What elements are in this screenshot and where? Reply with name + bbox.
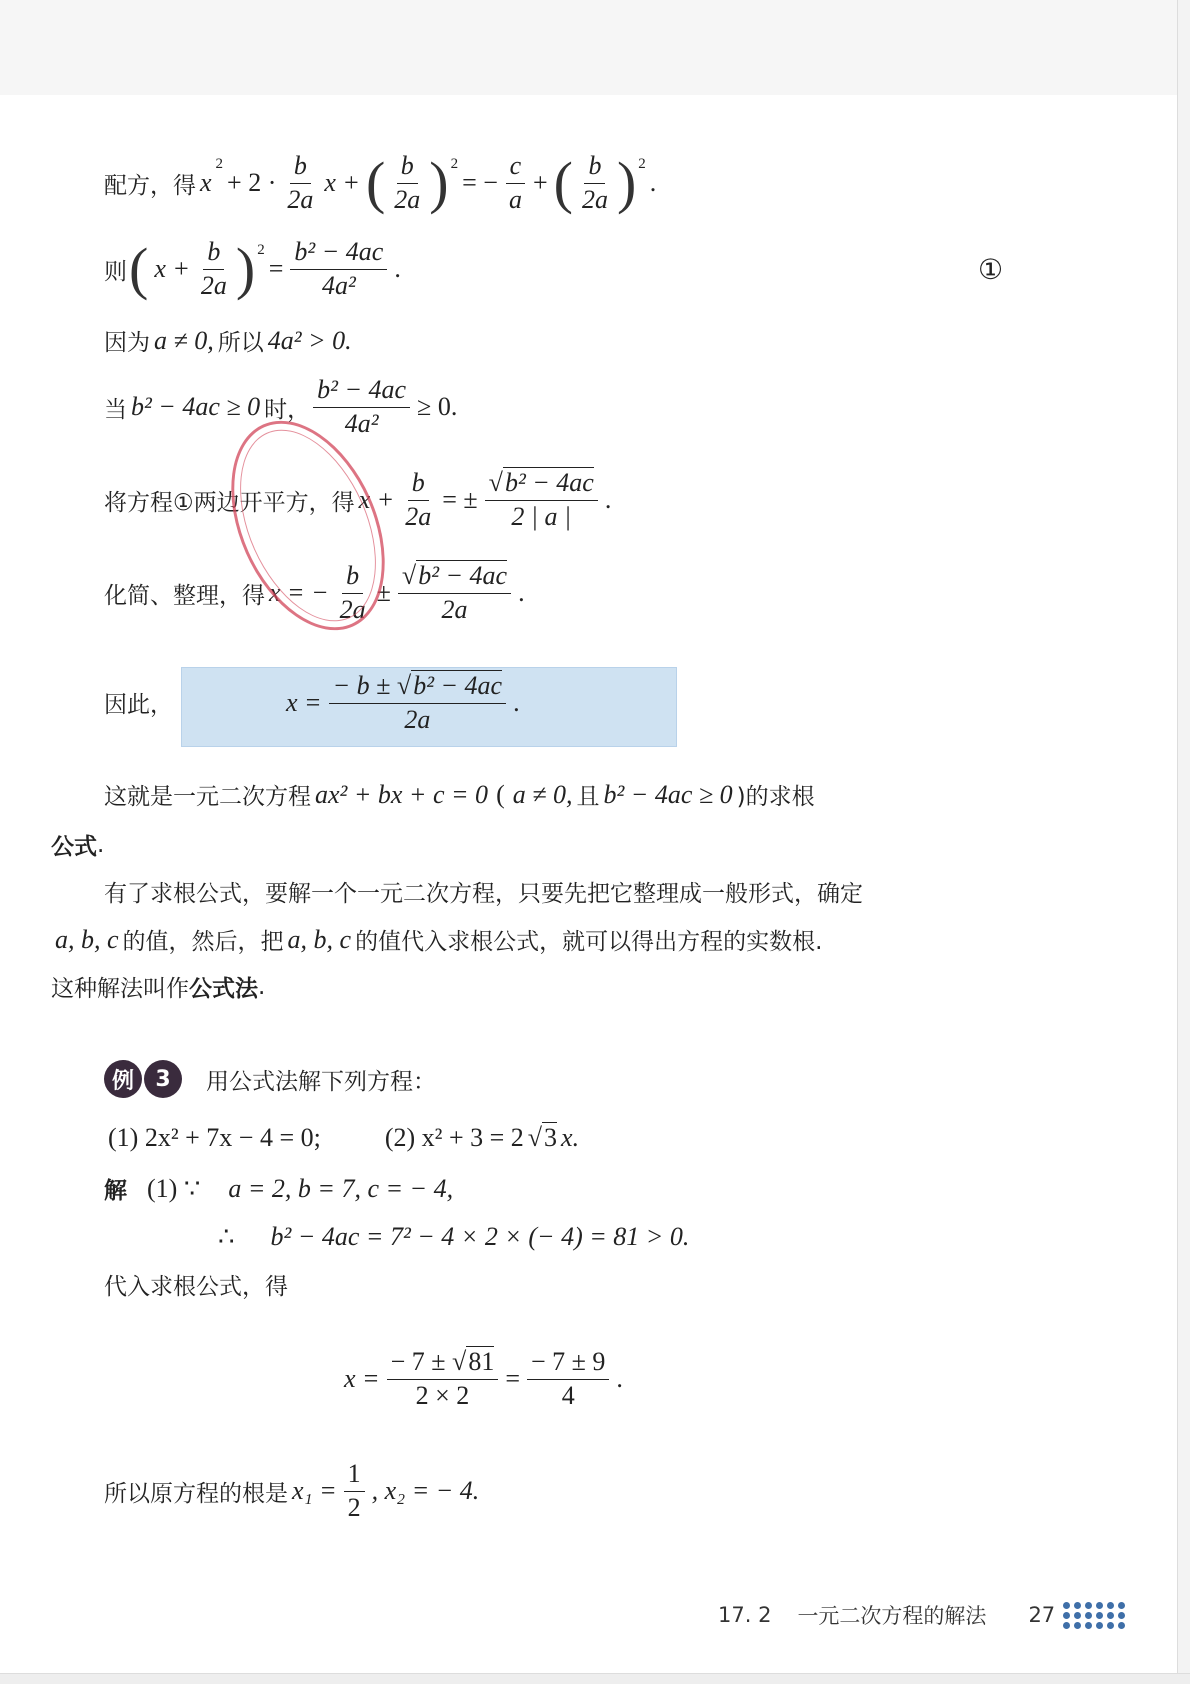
text-line: [104, 778, 815, 811]
text: .: [258, 973, 266, 1000]
den: 4: [561, 1380, 575, 1410]
text: 的值代入求根公式，就可以得出方程的实数根.: [355, 929, 823, 955]
num: c: [506, 150, 526, 184]
question-2: (2) x² + 3 = 2: [384, 1122, 524, 1152]
page-footer: [718, 1600, 1126, 1630]
solution-line: [214, 1222, 693, 1252]
fraction: [505, 150, 526, 216]
text: )的求根: [736, 784, 815, 810]
text: 这就是一元二次方程: [104, 784, 311, 810]
fraction: [387, 1346, 499, 1412]
fraction: [290, 236, 387, 302]
text: 当: [104, 396, 127, 423]
term: 公式法: [189, 976, 258, 1002]
sup: 2: [257, 242, 265, 258]
text-line: [104, 875, 863, 908]
num: b: [584, 150, 605, 184]
math: a, b, c: [55, 924, 119, 954]
paren: (: [365, 150, 386, 215]
text-line: [51, 923, 822, 956]
math: =: [268, 254, 284, 283]
math: x +: [154, 254, 190, 283]
text: 则: [104, 258, 127, 285]
text: 配方，得: [104, 172, 196, 199]
text: 因此，: [104, 692, 173, 718]
example-badge: 例: [104, 1060, 142, 1098]
math: x.: [561, 1122, 580, 1152]
math: .: [616, 1364, 623, 1393]
paren: ): [616, 150, 637, 215]
page-top-band: [0, 0, 1190, 95]
num: 1: [344, 1458, 365, 1492]
math: .: [518, 578, 525, 607]
example-number-badge: 3: [144, 1060, 182, 1098]
text-line: [104, 324, 356, 357]
math: .: [604, 485, 612, 514]
num: b: [342, 560, 363, 594]
math: (: [496, 779, 505, 809]
fraction: [578, 150, 612, 216]
question-1: (1) 2x² + 7x − 4 = 0;: [108, 1122, 321, 1152]
text: 将方程①两边开平方，得: [104, 489, 355, 516]
math: a ≠ 0,: [154, 325, 214, 355]
den: 2a: [581, 184, 608, 214]
fraction: [313, 374, 410, 440]
term: 公式: [51, 834, 97, 860]
eq-complete-square: [104, 150, 660, 216]
fraction: [283, 150, 317, 216]
math: (1) ∵: [147, 1173, 201, 1203]
num: b: [408, 467, 429, 501]
fraction: [401, 467, 435, 533]
num: − 7 ± √81: [387, 1346, 499, 1380]
text: 的值，然后，把: [122, 929, 284, 955]
radicand: b² − 4ac: [504, 468, 594, 497]
math: ±: [376, 578, 391, 607]
num: b: [203, 236, 224, 270]
text-line: [104, 1268, 288, 1301]
text: 化简、整理，得: [104, 582, 265, 609]
example-questions: [104, 1122, 583, 1153]
math: b² − 4ac = 7² − 4 × 2 × (− 4) = 81 > 0.: [270, 1222, 690, 1251]
dot-grid-icon: [1063, 1602, 1126, 1629]
text-line: [104, 467, 615, 533]
fraction: [485, 467, 598, 533]
math: ∴: [218, 1222, 235, 1251]
paren: (: [129, 236, 149, 301]
sup: 2: [638, 156, 646, 172]
num: − 7 ± 9: [527, 1346, 609, 1380]
text-line: [51, 828, 104, 861]
den: 2a: [394, 184, 421, 214]
math: x =: [286, 688, 322, 717]
fraction: [527, 1346, 609, 1412]
math: x +: [358, 485, 395, 514]
den: 2a: [287, 184, 314, 214]
text: 所以原方程的根是: [104, 1480, 288, 1507]
den: 2 | a |: [511, 501, 572, 531]
paren: ): [235, 236, 256, 301]
page-number: 27: [1028, 1603, 1056, 1627]
page-edge: [1177, 0, 1190, 1684]
equation-marker: ①: [978, 253, 1004, 286]
num: b² − 4ac: [313, 374, 410, 408]
math: x₁ =: [292, 1476, 337, 1505]
text-line: [51, 970, 265, 1003]
den: 2a: [339, 594, 366, 624]
math: x = −: [269, 578, 329, 607]
math: x =: [344, 1364, 380, 1393]
den: 4a²: [344, 408, 379, 438]
num: [329, 670, 507, 704]
math: ax² + bx + c = 0: [315, 779, 489, 809]
fraction: [197, 236, 231, 302]
text: 且: [576, 784, 600, 810]
math: + 2 ·: [227, 168, 277, 197]
sup: 2: [450, 156, 459, 172]
page-bottom-edge: [0, 1673, 1190, 1684]
math: 4a² > 0.: [267, 325, 352, 355]
den: 2: [347, 1492, 361, 1522]
den: 2a: [404, 704, 431, 734]
fraction: [344, 1458, 365, 1524]
text: 有了求根公式，要解一个一元二次方程，只要先把它整理成一般形式，确定: [104, 881, 863, 907]
math: b² − 4ac ≥ 0: [131, 392, 261, 421]
solution-line: [104, 1172, 457, 1205]
math: x +: [324, 168, 360, 197]
math: .: [513, 688, 520, 717]
den: a: [508, 184, 522, 214]
eq-perfect-square: [104, 236, 405, 302]
roots-line: [104, 1458, 483, 1524]
num: [485, 467, 598, 501]
num: b² − 4ac: [290, 236, 387, 270]
solution-formula: [340, 1346, 627, 1412]
den: 2a: [200, 270, 227, 300]
num-pre: − b ±: [332, 671, 391, 700]
radicand: b² − 4ac: [418, 561, 508, 590]
section-title: 一元二次方程的解法: [797, 1604, 987, 1628]
text: .: [97, 831, 105, 858]
math: +: [532, 168, 548, 197]
sqrt-sign: √: [527, 1122, 543, 1152]
num: [398, 560, 511, 594]
math: b² − 4ac ≥ 0: [603, 779, 733, 809]
quadratic-formula: [282, 670, 524, 736]
text: 代入求根公式，得: [104, 1274, 288, 1300]
den: 2a: [441, 594, 468, 624]
radicand: 81: [468, 1347, 495, 1376]
sup: 2: [215, 156, 224, 172]
den: 4a²: [321, 270, 356, 300]
num: b: [397, 150, 418, 184]
example-heading: [104, 1060, 436, 1098]
math: a = 2, b = 7, c = − 4,: [228, 1173, 454, 1203]
num-pre: − 7 ±: [390, 1347, 446, 1376]
math: ≥ 0.: [417, 392, 458, 421]
fraction: [336, 560, 370, 626]
sqrt-sign: √: [488, 468, 503, 497]
math: =: [505, 1364, 520, 1393]
math: a, b, c: [287, 924, 352, 954]
fraction: [390, 150, 424, 216]
sqrt-sign: √: [401, 561, 417, 590]
math: = ±: [442, 485, 478, 514]
math: .: [394, 254, 401, 283]
text: 这种解法叫作: [51, 976, 189, 1002]
den: 2a: [405, 501, 432, 531]
num: b: [290, 150, 311, 184]
radicand: b² − 4ac: [413, 671, 503, 700]
cn-text: [104, 686, 173, 719]
section-number: 17. 2: [718, 1603, 772, 1627]
text: 因为: [104, 330, 150, 356]
sqrt-sign: √: [396, 671, 412, 700]
text-line: [104, 374, 461, 440]
math: = −: [462, 168, 498, 197]
den: 2 × 2: [415, 1380, 470, 1410]
paren: ): [429, 150, 449, 215]
example-title: 用公式法解下列方程：: [206, 1068, 436, 1095]
text: 时，: [264, 396, 311, 423]
math: .: [649, 168, 657, 197]
math: , x₂ = − 4.: [371, 1476, 480, 1505]
fraction: [398, 560, 511, 626]
math: x: [200, 168, 212, 197]
paren: (: [553, 150, 573, 215]
text: 所以: [217, 330, 264, 356]
text-line: [104, 560, 529, 626]
radicand: 3: [544, 1123, 558, 1152]
solution-label: 解: [104, 1178, 127, 1204]
math: a ≠ 0,: [512, 779, 573, 809]
fraction: [329, 670, 507, 736]
